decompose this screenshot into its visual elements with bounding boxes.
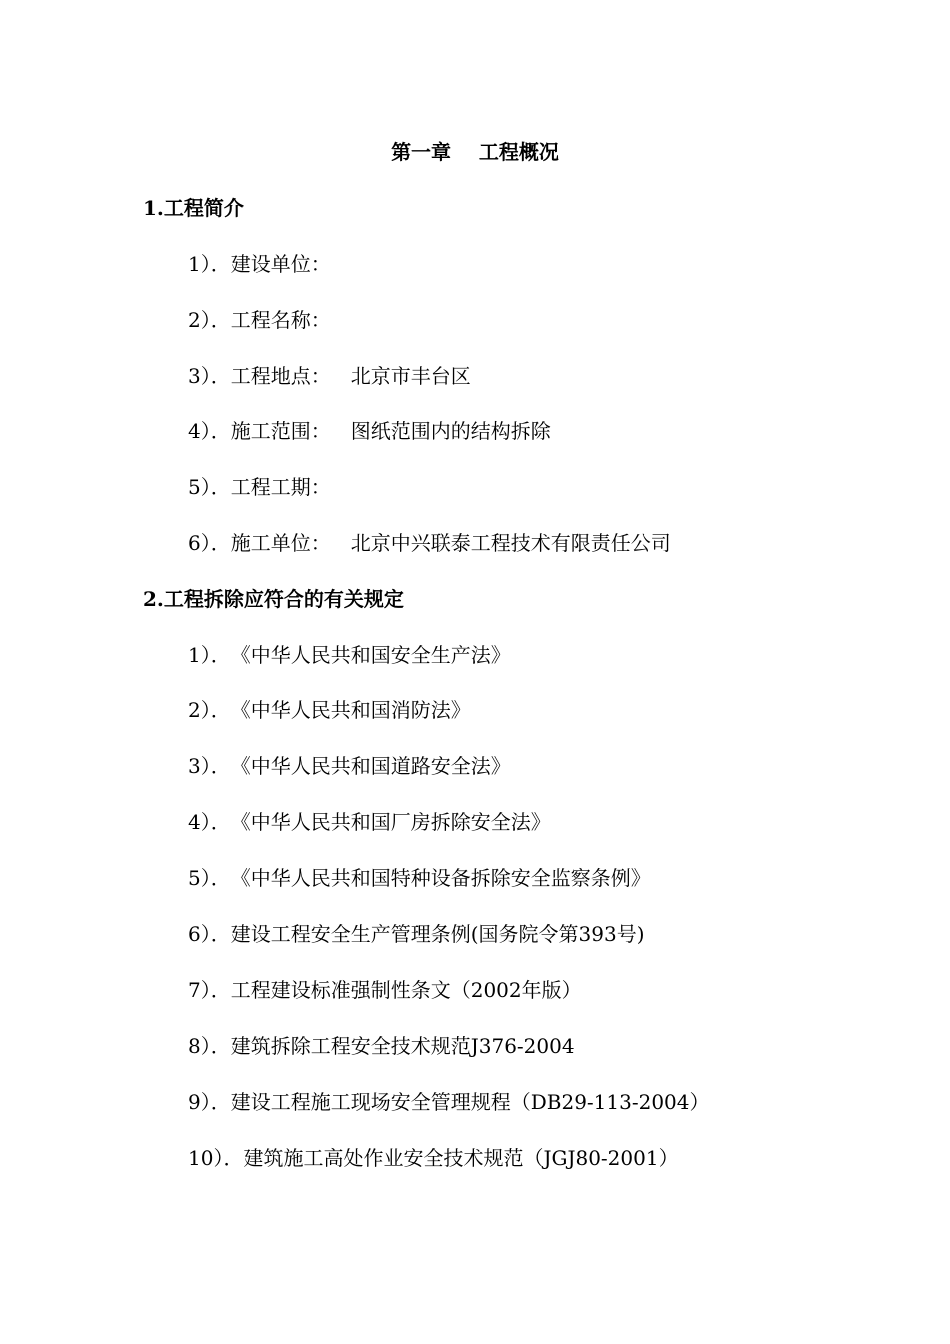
section-heading-project-intro: 1.工程简介 — [143, 196, 244, 220]
intro-item-duration — [188, 472, 351, 502]
item-number: 5）． — [188, 475, 231, 499]
item-label: 施工单位： — [230, 531, 331, 555]
item-number: 9）． — [188, 1090, 231, 1114]
regulation-item — [188, 1087, 710, 1117]
item-value: 图纸范围内的结构拆除 — [350, 419, 551, 443]
item-label: 工程地点： — [230, 364, 331, 388]
item-number: 8）． — [188, 1034, 231, 1058]
section-heading-regulations: 2.工程拆除应符合的有关规定 — [143, 587, 404, 611]
item-number: 2）． — [188, 308, 231, 332]
item-text: 《中华人民共和国消防法》 — [230, 698, 471, 722]
intro-item-contractor — [188, 528, 671, 558]
item-number: 1）． — [188, 643, 231, 667]
regulation-item — [188, 1031, 575, 1061]
item-text: 建筑施工高处作业安全技术规范（JGJ80-2001） — [243, 1146, 679, 1170]
intro-item-location — [188, 361, 471, 391]
regulation-item — [188, 640, 511, 670]
item-text: 工程建设标准强制性条文（2002年版） — [230, 978, 582, 1002]
item-text: 《中华人民共和国特种设备拆除安全监察条例》 — [230, 866, 651, 890]
item-number: 10）． — [188, 1146, 244, 1170]
item-number: 2）． — [188, 698, 231, 722]
item-number: 3）． — [188, 754, 231, 778]
item-text: 《中华人民共和国厂房拆除安全法》 — [230, 810, 551, 834]
regulation-item — [188, 919, 645, 949]
item-text: 建设工程安全生产管理条例(国务院令第393号) — [230, 922, 645, 946]
intro-item-scope — [188, 416, 551, 446]
item-label: 建设单位： — [230, 252, 331, 276]
item-label: 施工范围： — [230, 419, 331, 443]
item-number: 7）． — [188, 978, 231, 1002]
item-number: 4）． — [188, 810, 231, 834]
item-value: 北京中兴联泰工程技术有限责任公司 — [350, 531, 671, 555]
item-label: 工程名称： — [230, 308, 331, 332]
regulation-item — [188, 975, 582, 1005]
intro-item-project-name — [188, 305, 351, 335]
regulation-item — [188, 807, 551, 837]
item-text: 《中华人民共和国道路安全法》 — [230, 754, 511, 778]
item-number: 1）． — [188, 252, 231, 276]
regulation-item — [188, 1143, 679, 1173]
chapter-title: 第一章 工程概况 — [391, 140, 559, 164]
regulation-item — [188, 751, 511, 781]
item-number: 6）． — [188, 922, 231, 946]
intro-item-builder — [188, 249, 351, 279]
item-text: 建筑拆除工程安全技术规范J376-2004 — [230, 1034, 575, 1058]
regulation-item — [188, 863, 651, 893]
item-label: 工程工期： — [230, 475, 331, 499]
item-number: 4）． — [188, 419, 231, 443]
item-value: 北京市丰台区 — [350, 364, 471, 388]
item-text: 建设工程施工现场安全管理规程（DB29-113-2004） — [230, 1090, 710, 1114]
item-number: 3）． — [188, 364, 231, 388]
item-text: 《中华人民共和国安全生产法》 — [230, 643, 511, 667]
item-number: 5）． — [188, 866, 231, 890]
item-number: 6）． — [188, 531, 231, 555]
regulation-item — [188, 695, 471, 725]
